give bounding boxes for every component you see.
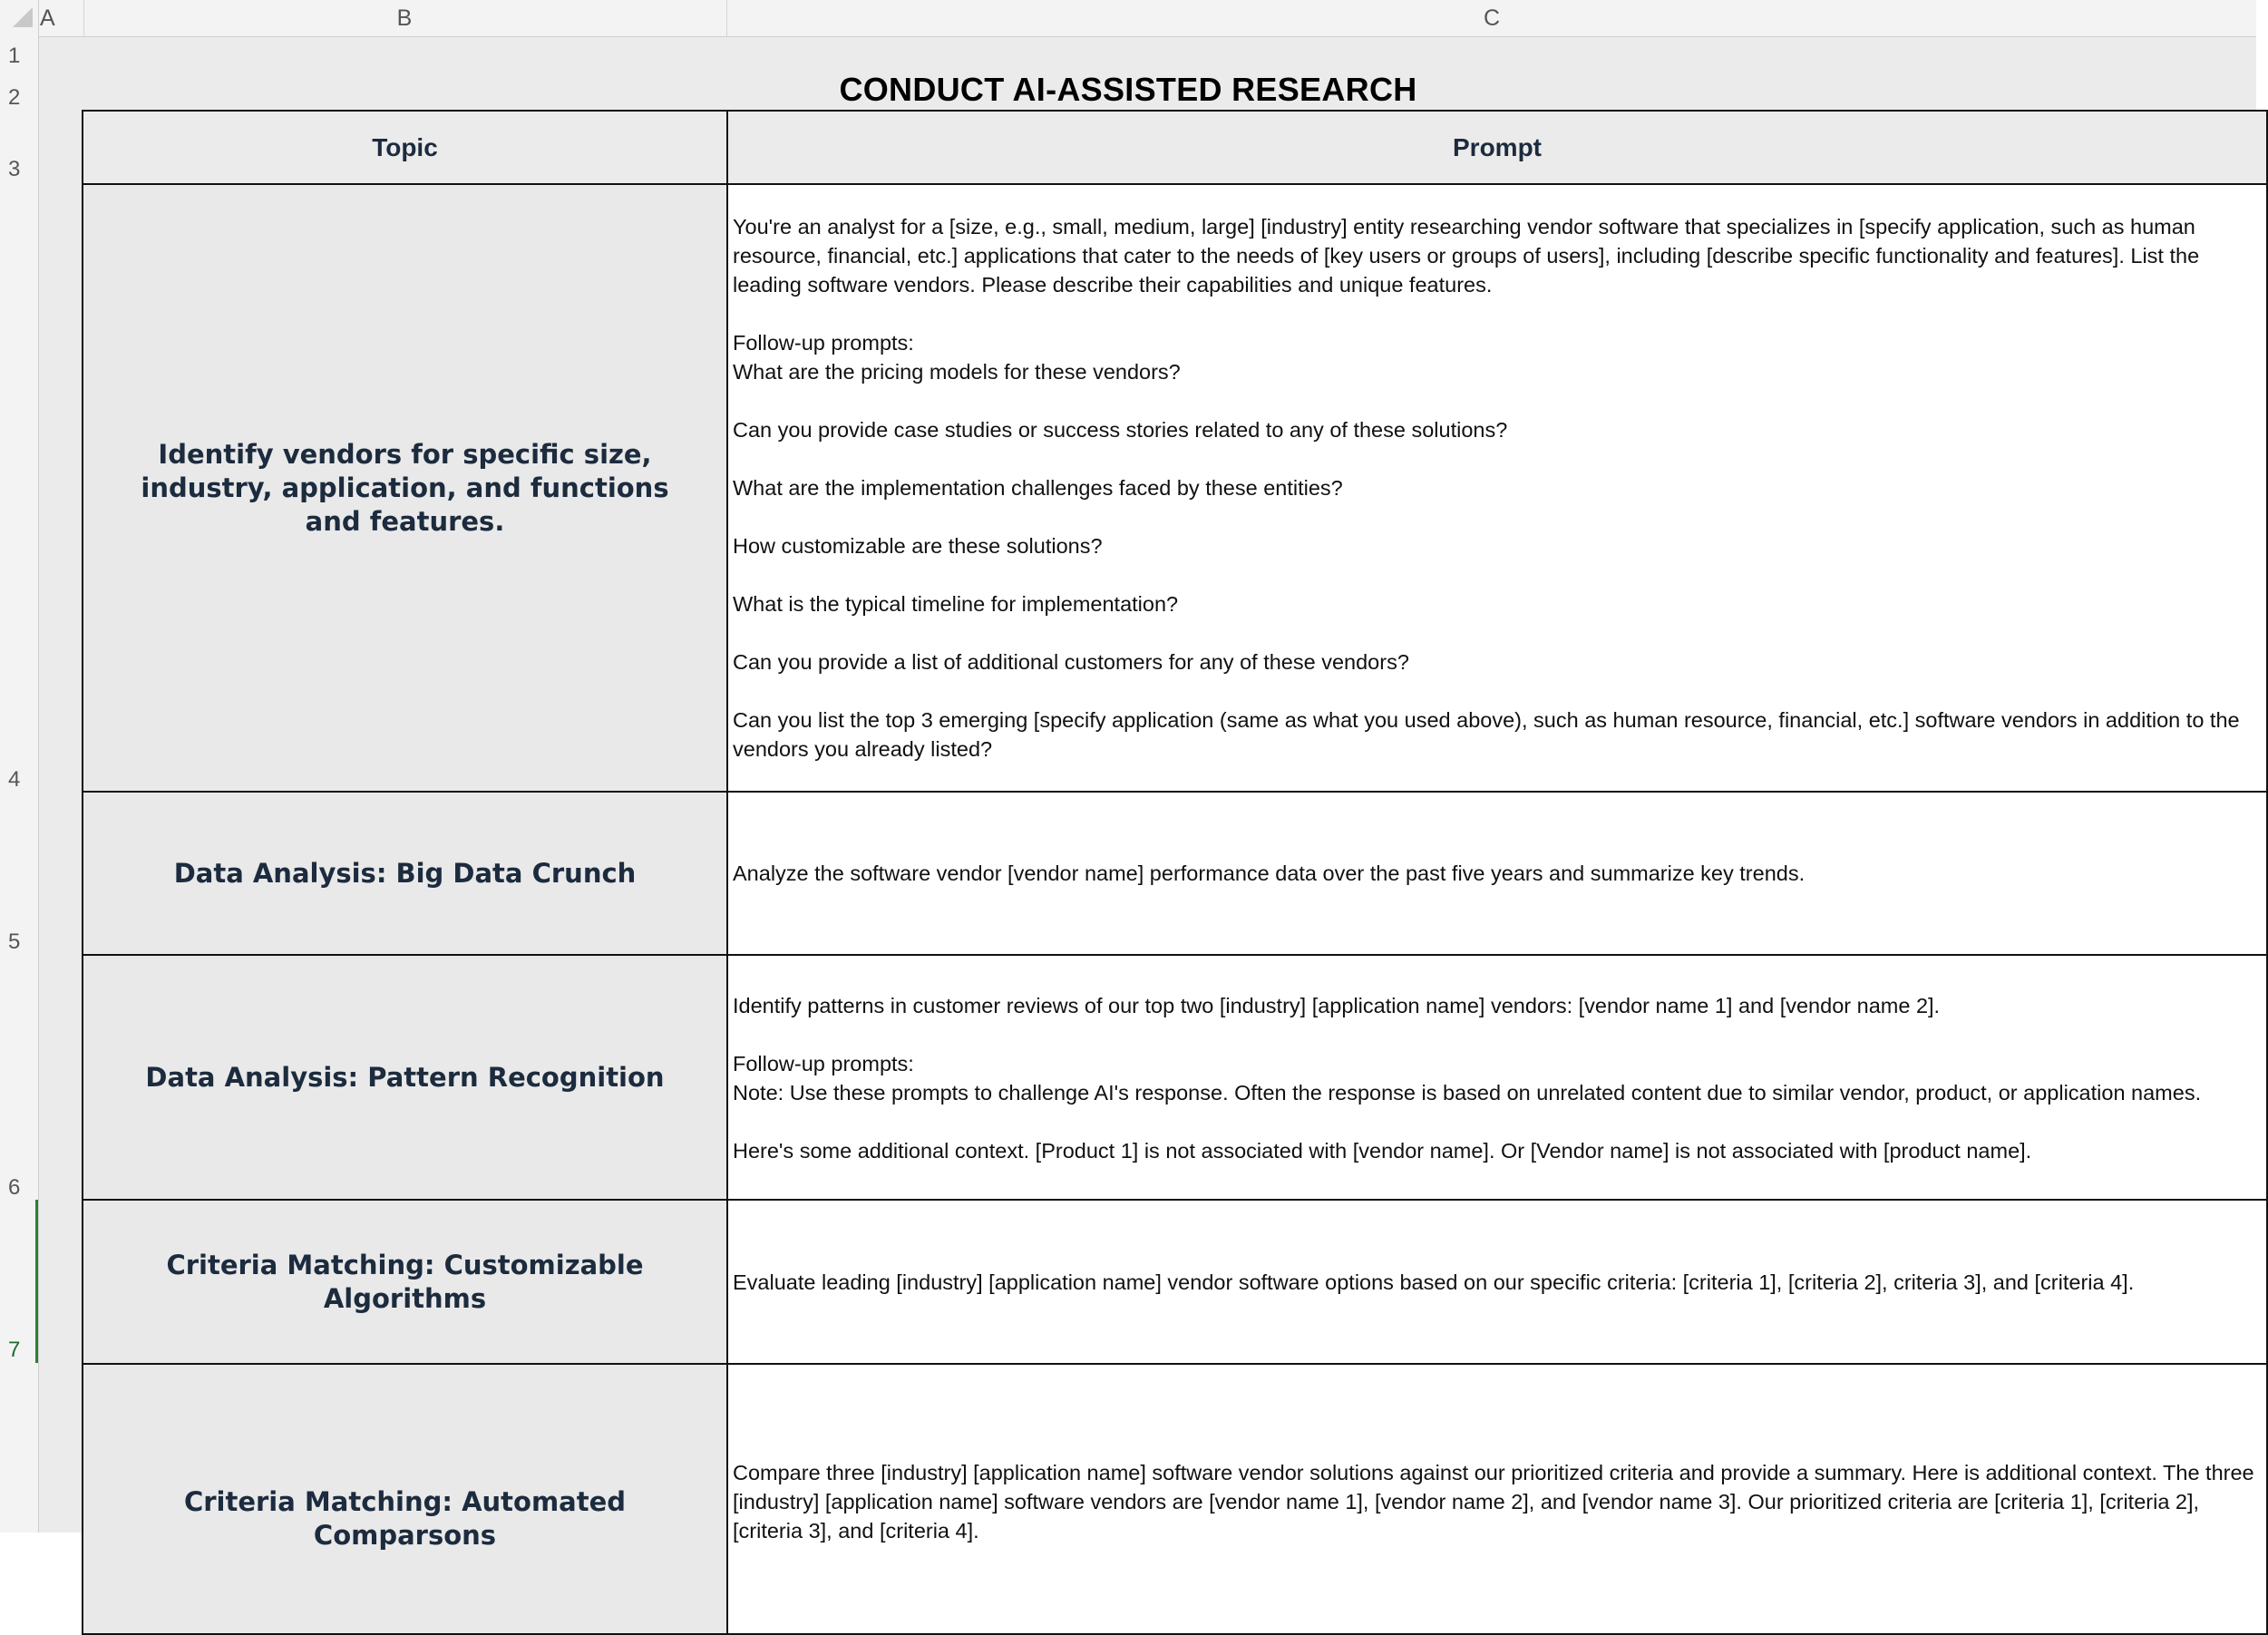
prompt-text: Analyze the software vendor [vendor name] performance data over the past five years and summarize key trends. <box>733 861 1806 885</box>
prompt-text: Can you list the top 3 emerging [specify application (same as what you used above), such as human resource, financial, etc.] software vendors in addition to the vendors you already listed? <box>733 708 2240 761</box>
prompt-text: Follow-up prompts: <box>733 1052 914 1075</box>
page-title: CONDUCT AI-ASSISTED RESEARCH <box>839 71 1417 108</box>
row-header-2[interactable]: 2 <box>8 85 21 110</box>
row-header-5[interactable]: 5 <box>8 929 21 954</box>
row-header-4[interactable]: 4 <box>8 767 21 792</box>
prompt-text: Here's some additional context. [Product 1] is not associated with [vendor name]. Or [Vendor name] is not associated with [product name]. <box>733 1139 2032 1163</box>
prompt-cell[interactable] <box>726 954 2268 1201</box>
prompt-cell[interactable] <box>726 1363 2268 1635</box>
active-row-indicator <box>35 1200 38 1363</box>
header-topic[interactable]: Topic <box>82 110 728 185</box>
prompt-text: Identify patterns in customer reviews of our top two [industry] [application name] vendors: [vendor name 1] and [vendor name 2]. <box>733 994 1941 1017</box>
prompt-text: Compare three [industry] [application name] software vendor solutions against our prioritized criteria and provide a summary. Here is additional context. The three [industry] [application name] software vendors are [vendor name 1], [vendor name 2], and [vendor name 3]. Our prioritized criteria are [criteria 1], [criteria 2], [criteria 3], and [criteria 4]. <box>733 1461 2254 1543</box>
prompt-text: Can you provide case studies or success stories related to any of these solutions? <box>733 418 1508 442</box>
prompt-text: What are the implementation challenges faced by these entities? <box>733 476 1343 500</box>
column-header-a[interactable]: A <box>38 0 84 36</box>
prompt-text: Follow-up prompts: <box>733 331 914 355</box>
header-prompt[interactable]: Prompt <box>726 110 2268 185</box>
prompt-text: What are the pricing models for these vendors? <box>733 360 1181 384</box>
row-header-6[interactable]: 6 <box>8 1175 21 1200</box>
topic-cell[interactable]: Criteria Matching: Automated Comparsons <box>82 1363 728 1635</box>
select-all-corner[interactable] <box>0 0 39 36</box>
row-header-1[interactable]: 1 <box>8 44 21 68</box>
prompt-text: Can you provide a list of additional customers for any of these vendors? <box>733 650 1409 674</box>
column-header-b[interactable]: B <box>83 0 727 36</box>
prompt-cell[interactable] <box>726 791 2268 956</box>
row-header-3[interactable]: 3 <box>8 157 21 181</box>
topic-cell[interactable]: Criteria Matching: Customizable Algorithms <box>82 1199 728 1365</box>
prompt-text: How customizable are these solutions? <box>733 534 1103 558</box>
topic-cell[interactable]: Identify vendors for specific size, industry, application, and functions and features. <box>82 183 728 793</box>
column-header-row <box>0 0 2256 37</box>
row-header-7[interactable]: 7 <box>8 1338 21 1362</box>
topic-cell[interactable]: Data Analysis: Big Data Crunch <box>82 791 728 956</box>
column-header-c[interactable]: C <box>1483 5 1501 31</box>
select-all-icon <box>13 7 33 27</box>
prompt-text: Evaluate leading [industry] [application name] vendor software options based on our specific criteria: [criteria 1], [criteria 2], criteria 3], and [criteria 4]. <box>733 1270 2135 1294</box>
prompt-cell[interactable] <box>726 1199 2268 1365</box>
prompt-cell[interactable] <box>726 183 2268 793</box>
prompt-text: Note: Use these prompts to challenge AI's response. Often the response is based on unrelated content due to similar vendor, product, or application names. <box>733 1081 2202 1105</box>
prompt-text: You're an analyst for a [size, e.g., small, medium, large] [industry] entity researching vendor software that specializes in [specify application, such as human resource, financial, etc.] applications that cater to the needs of [key users or groups of users], including [describe specific functionality and features]. List the leading software vendors. Please describe their capabilities and unique features. <box>733 215 2200 297</box>
topic-cell[interactable]: Data Analysis: Pattern Recognition <box>82 954 728 1201</box>
prompt-text: What is the typical timeline for implementation? <box>733 592 1179 616</box>
